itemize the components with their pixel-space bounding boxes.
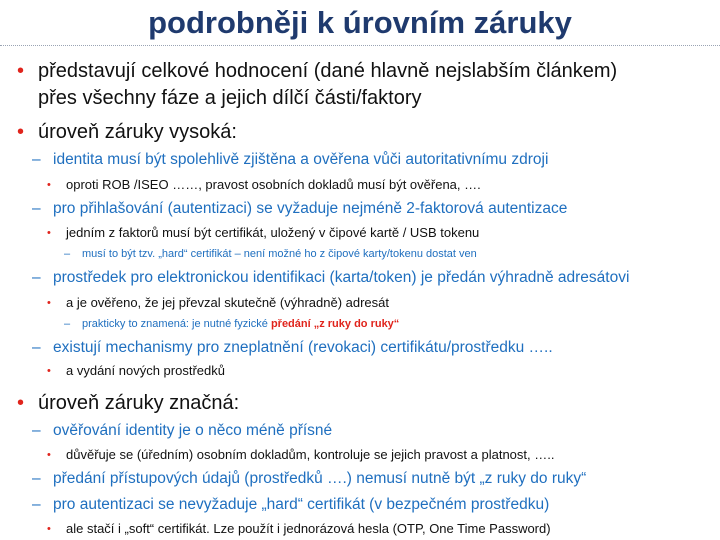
subsubbullet-soft-cert <box>47 520 551 538</box>
bullet-marker: • <box>47 449 51 461</box>
subsubbullet-text: ale stačí i „soft“ certifikát. Lze použít i jednorázová hesla (OTP, One Time Password) <box>66 521 551 536</box>
subbullet-text: identita musí být spolehlivě zjištěna a ověřena vůči autoritativnímu zdroji <box>53 151 549 168</box>
subsubbullet-receipt-verified <box>47 294 390 312</box>
bullet-marker: • <box>47 179 51 191</box>
dash-marker: – <box>32 339 41 356</box>
bullet-text: úroveň záruky vysoká: <box>38 121 237 143</box>
subbullet-identity-verification <box>32 149 549 171</box>
subbullet-text: předání přístupových údajů (prostředků ….) nemusí nutně být „z ruky do ruky“ <box>53 470 587 487</box>
dash-marker: – <box>32 200 41 217</box>
bullet-marker: • <box>47 365 51 377</box>
dash-marker: – <box>32 496 41 513</box>
bullet-text: úroveň záruky značná: <box>38 392 240 414</box>
bullet-overall-assessment-continued <box>38 84 422 112</box>
subbullet-text: existují mechanismy pro zneplatnění (revokaci) certifikátu/prostředku ….. <box>53 339 553 356</box>
bullet-text: představují celkové hodnocení (dané hlavně nejslabším článkem) <box>38 60 618 82</box>
subsubbullet-document-check <box>47 176 481 194</box>
bullet-substantial-assurance <box>17 389 240 417</box>
subbullet-text: ověřování identity je o něco méně přísné <box>53 422 333 439</box>
bullet-marker: • <box>17 121 25 143</box>
bullet-marker: • <box>17 60 25 82</box>
subsubbullet-text: jedním z faktorů musí být certifikát, uložený v čipové kartě / USB tokenu <box>66 225 480 240</box>
bullet-marker: • <box>47 227 51 239</box>
subsubbullet-text: oproti ROB /ISEO ……, pravost osobních dokladů musí být ověřena, …. <box>66 177 481 192</box>
dash-marker: – <box>32 470 41 487</box>
dash-marker: – <box>64 248 71 260</box>
subbullet-credentials-handover <box>32 468 587 490</box>
subbullet-less-strict <box>32 420 333 442</box>
title-divider <box>0 45 720 46</box>
subsubbullet-new-means <box>47 362 225 380</box>
detail-text: prakticky to znamená: je nutné fyzické <box>82 318 271 330</box>
bullet-marker: • <box>47 297 51 309</box>
subbullet-text: pro přihlašování (autentizaci) se vyžaduje nejméně 2-faktorová autentizace <box>53 200 568 217</box>
subsubbullet-text: důvěřuje se (úředním) osobním dokladům, kontroluje se jejich pravost a platnost, ….. <box>66 447 555 462</box>
subbullet-text: prostředek pro elektronickou identifikaci (karta/token) je předán výhradně adresátovi <box>53 269 630 286</box>
dash-marker: – <box>64 318 71 330</box>
bullet-text: přes všechny fáze a jejich dílčí části/faktory <box>38 87 422 109</box>
detail-hard-certificate <box>64 246 477 262</box>
subbullet-text: pro autentizaci se nevyžaduje „hard“ certifikát (v bezpečném prostředku) <box>53 496 550 513</box>
subbullet-no-hard-cert <box>32 494 550 516</box>
dash-marker: – <box>32 151 41 168</box>
subsubbullet-text: a vydání nových prostředků <box>66 363 225 378</box>
subbullet-two-factor <box>32 198 568 220</box>
subsubbullet-certificate <box>47 224 480 242</box>
bullet-high-assurance <box>17 118 237 146</box>
bullet-overall-assessment <box>17 57 618 85</box>
detail-physical-handover <box>64 316 400 332</box>
subbullet-means-handover <box>32 267 630 289</box>
subbullet-revocation <box>32 337 553 359</box>
dash-marker: – <box>32 422 41 439</box>
slide-title: podrobněji k úrovním záruky <box>148 5 572 40</box>
subsubbullet-text: a je ověřeno, že jej převzal skutečně (výhradně) adresát <box>66 295 390 310</box>
detail-text: musí to být tzv. „hard“ certifikát – není možné ho z čipové karty/tokenu dostat ven <box>82 248 477 260</box>
detail-emphasis: předání „z ruky do ruky“ <box>270 318 400 330</box>
bullet-marker: • <box>17 392 25 414</box>
subsubbullet-official-documents <box>47 446 555 464</box>
bullet-marker: • <box>47 523 51 535</box>
dash-marker: – <box>32 269 41 286</box>
